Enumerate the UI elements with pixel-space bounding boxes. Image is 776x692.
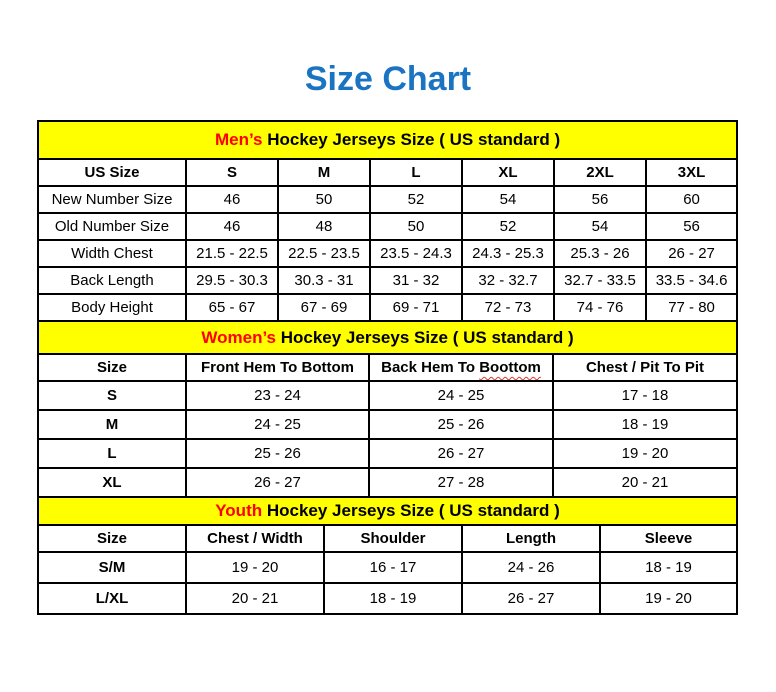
size-cell: 30.3 - 31 [278,267,370,294]
row-label: L [38,439,186,468]
column-header: Shoulder [324,525,462,552]
column-header: Size [38,525,186,552]
size-tables-container [37,120,736,615]
size-cell: 67 - 69 [278,294,370,321]
table-row [38,267,737,294]
womens-section-rest: Hockey Jerseys Size ( US standard ) [276,327,574,347]
size-cell: 19 - 20 [186,552,324,583]
size-cell: 20 - 21 [186,583,324,614]
size-cell: 32.7 - 33.5 [554,267,646,294]
row-label: Width Chest [38,240,186,267]
size-cell: 18 - 19 [324,583,462,614]
column-header: Length [462,525,600,552]
youth-size-table [37,496,738,615]
row-label: Body Height [38,294,186,321]
size-cell: 50 [370,213,462,240]
mens-size-table [37,120,738,322]
womens-section-accent: Women’s [201,327,276,347]
size-cell: 50 [278,186,370,213]
size-cell: 26 - 27 [186,468,369,497]
size-cell: 24 - 25 [186,410,369,439]
size-cell: 23.5 - 24.3 [370,240,462,267]
row-label: M [38,410,186,439]
size-cell: 46 [186,213,278,240]
size-cell: 52 [462,213,554,240]
column-header: Chest / Pit To Pit [553,354,737,381]
spellcheck-underlined-word: Boottom [479,359,541,376]
table-row [38,468,737,497]
size-cell: 21.5 - 22.5 [186,240,278,267]
table-row [38,186,737,213]
youth-column-header-row [38,525,737,552]
size-cell: 54 [462,186,554,213]
table-row [38,439,737,468]
youth-section-accent: Youth [215,501,263,520]
column-header: Sleeve [600,525,737,552]
size-cell: 25 - 26 [186,439,369,468]
size-cell: 60 [646,186,737,213]
size-cell: 19 - 20 [600,583,737,614]
mens-section-accent: Men’s [214,130,263,149]
size-cell: 26 - 27 [369,439,553,468]
size-cell: 26 - 27 [646,240,737,267]
row-label: Back Length [38,267,186,294]
mens-section-rest: Hockey Jerseys Size ( US standard ) [262,130,561,149]
column-header: XL [462,159,554,186]
mens-section-header-row [38,121,737,159]
size-cell: 74 - 76 [554,294,646,321]
size-cell: 25 - 26 [369,410,553,439]
size-cell: 16 - 17 [324,552,462,583]
size-cell: 31 - 32 [370,267,462,294]
size-cell: 23 - 24 [186,381,369,410]
column-header: US Size [38,159,186,186]
size-cell: 22.5 - 23.5 [278,240,370,267]
column-header: Size [38,354,186,381]
column-header: Front Hem To Bottom [186,354,369,381]
column-header: Chest / Width [186,525,324,552]
table-row [38,552,737,583]
size-cell: 19 - 20 [553,439,737,468]
table-row [38,213,737,240]
row-label: New Number Size [38,186,186,213]
column-header-with-typo [369,354,553,381]
mens-section-header [38,121,737,159]
size-cell: 56 [646,213,737,240]
size-cell: 56 [554,186,646,213]
column-header: S [186,159,278,186]
size-cell: 52 [370,186,462,213]
column-header: L [370,159,462,186]
table-row [38,294,737,321]
size-cell: 17 - 18 [553,381,737,410]
size-cell: 77 - 80 [646,294,737,321]
row-label: Old Number Size [38,213,186,240]
mens-column-header-row [38,159,737,186]
row-label: S [38,381,186,410]
womens-column-header-row [38,354,737,381]
size-cell: 25.3 - 26 [554,240,646,267]
size-cell: 69 - 71 [370,294,462,321]
table-row [38,410,737,439]
size-cell: 27 - 28 [369,468,553,497]
youth-section-rest: Hockey Jerseys Size ( US standard ) [262,501,560,520]
row-label: S/M [38,552,186,583]
size-cell: 72 - 73 [462,294,554,321]
row-label: XL [38,468,186,497]
table-row [38,240,737,267]
column-header: M [278,159,370,186]
size-cell: 24.3 - 25.3 [462,240,554,267]
size-cell: 18 - 19 [600,552,737,583]
size-cell: 26 - 27 [462,583,600,614]
size-cell: 24 - 26 [462,552,600,583]
table-row [38,381,737,410]
size-cell: 33.5 - 34.6 [646,267,737,294]
size-cell: 54 [554,213,646,240]
size-cell: 20 - 21 [553,468,737,497]
size-cell: 32 - 32.7 [462,267,554,294]
page-title: Size Chart [304,60,472,98]
column-header: 3XL [646,159,737,186]
size-cell: 24 - 25 [369,381,553,410]
size-cell: 65 - 67 [186,294,278,321]
size-cell: 48 [278,213,370,240]
column-header: 2XL [554,159,646,186]
womens-size-table [37,320,738,498]
womens-section-header-row [38,321,737,354]
size-cell: 18 - 19 [553,410,737,439]
youth-section-header [38,497,737,525]
back-hem-label: Back Hem To [381,359,476,376]
youth-section-header-row [38,497,737,525]
womens-section-header [38,321,737,354]
size-cell: 46 [186,186,278,213]
row-label: L/XL [38,583,186,614]
size-cell: 29.5 - 30.3 [186,267,278,294]
table-row [38,583,737,614]
